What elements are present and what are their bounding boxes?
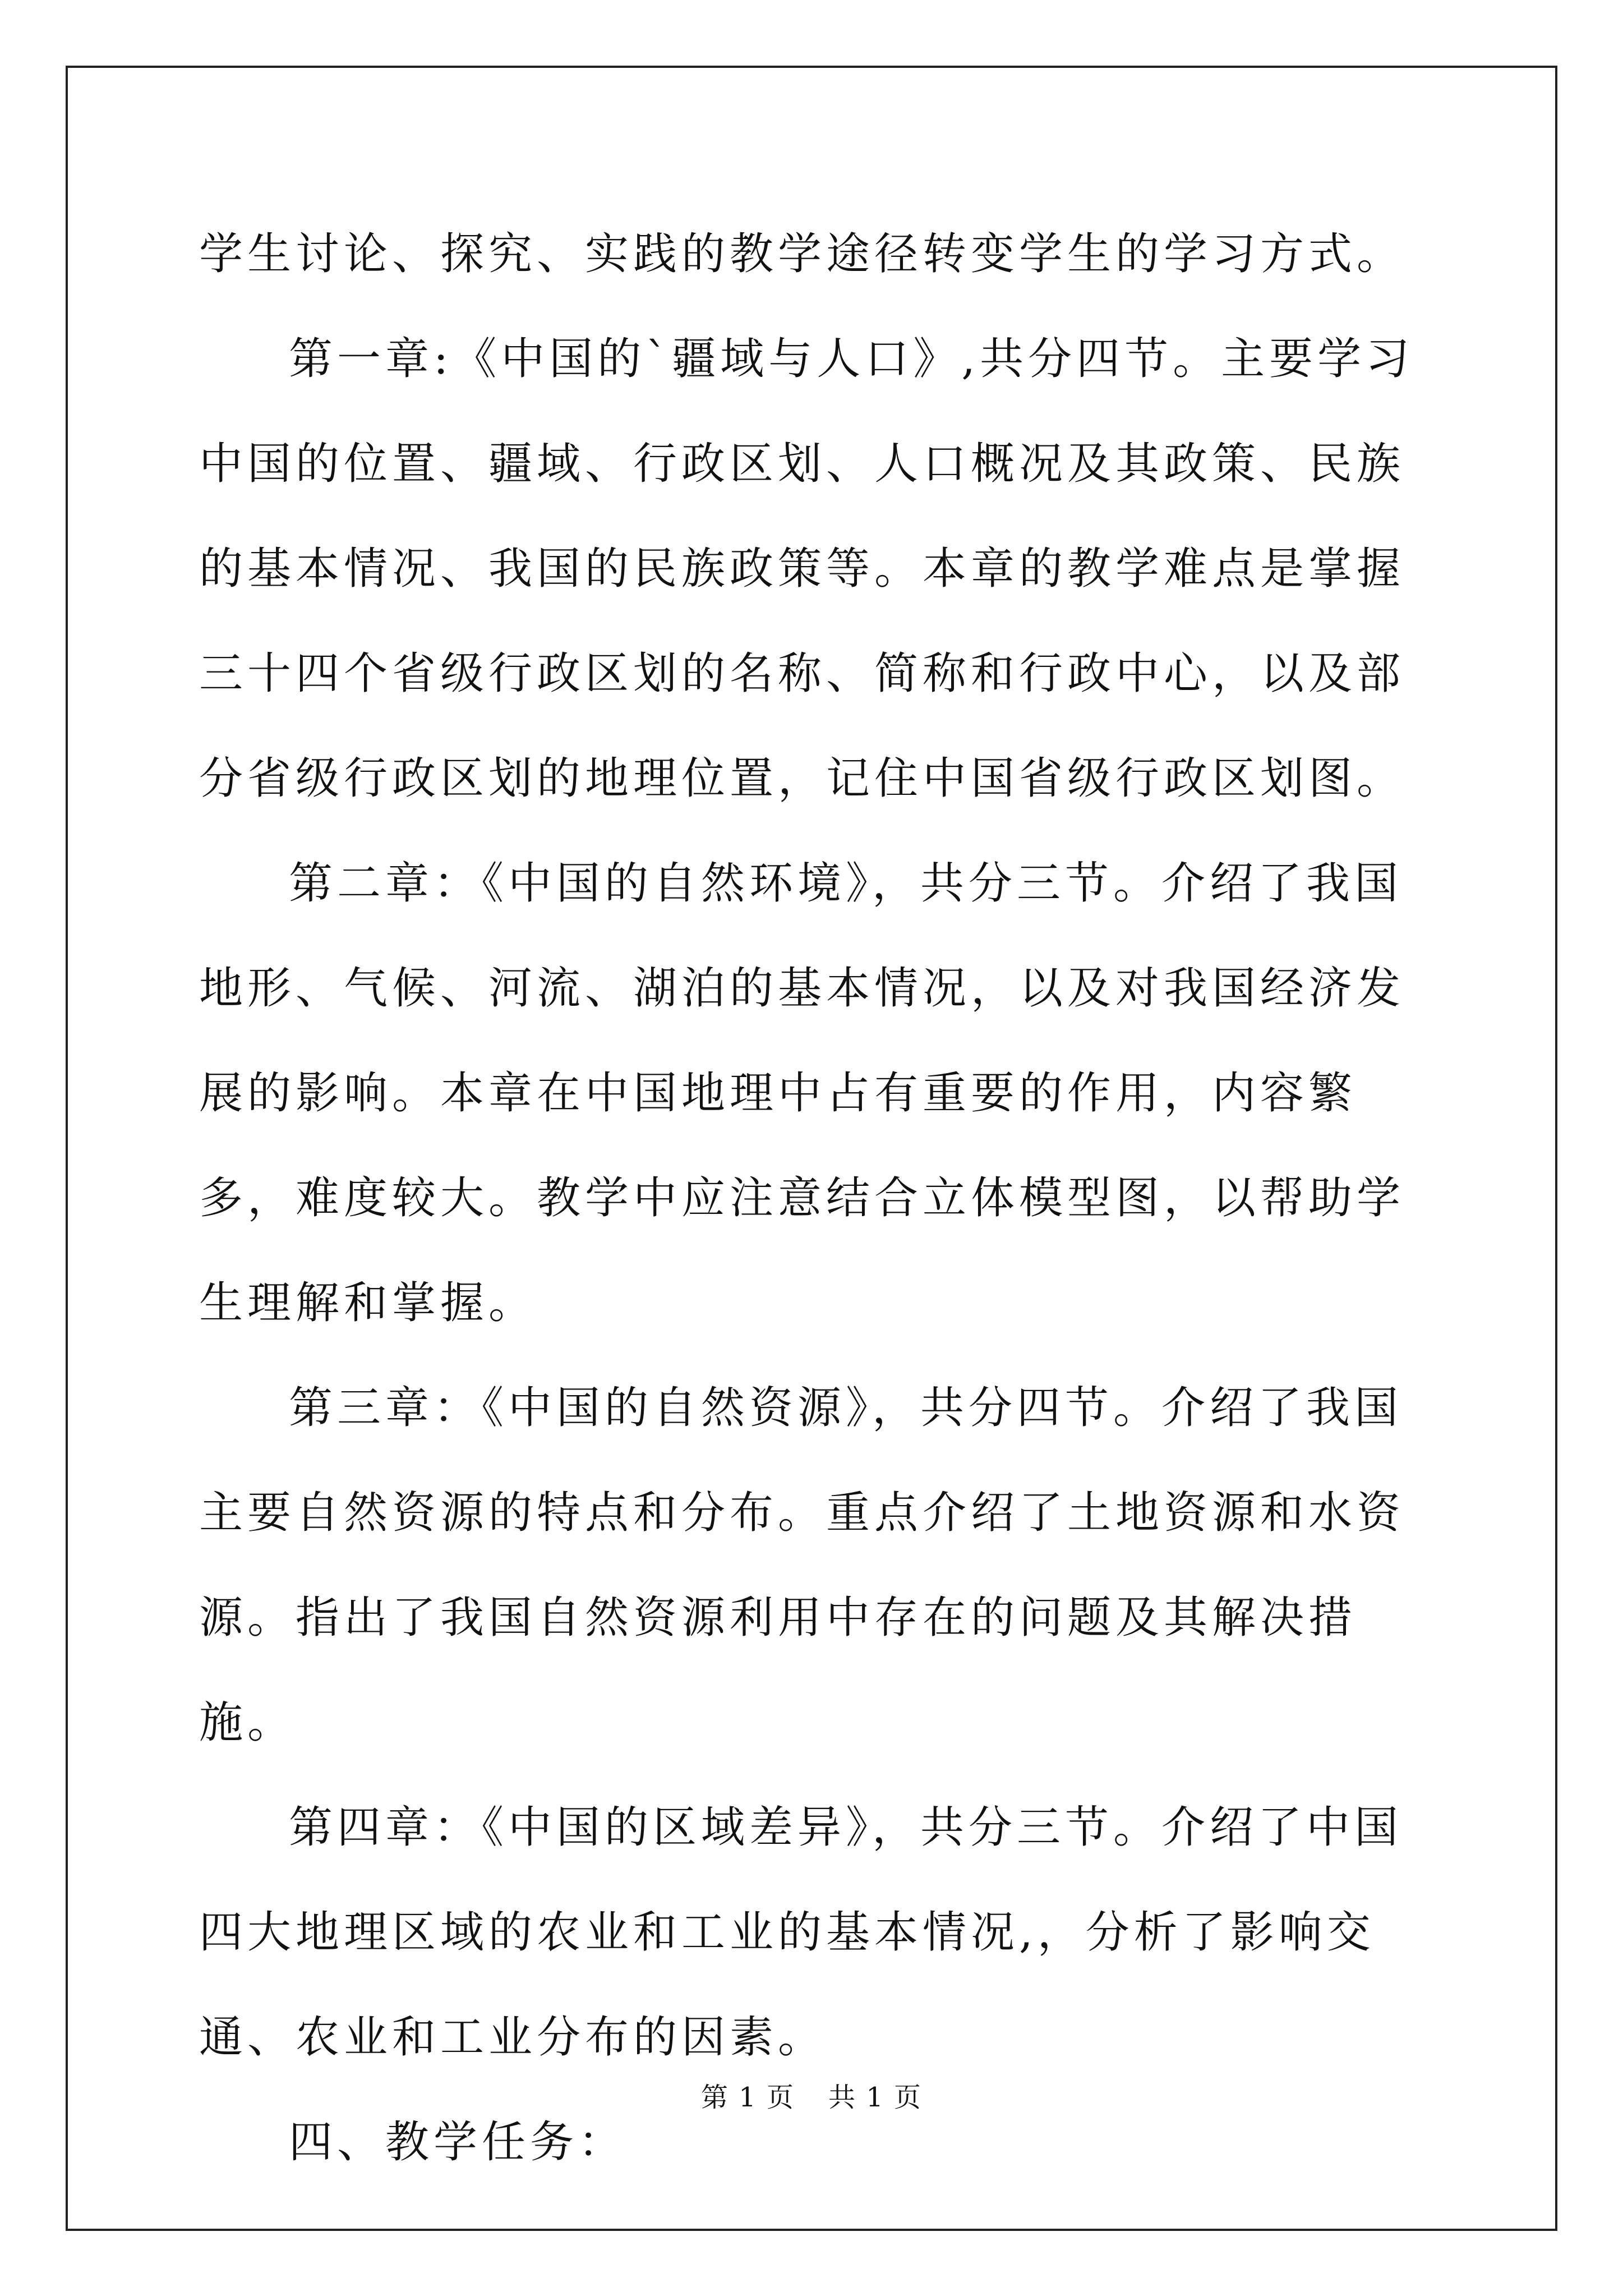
page-total: 共 1 页: [828, 2082, 923, 2113]
section-heading-teaching-tasks: 四、教学任务：: [289, 2117, 627, 2168]
paragraph-chapter-3: 第三章：《中国的自然资源》，共分四节。介绍了我国主要自然资源的特点和分布。重点介绍了土地资源和水资源。指出了我国自然资源利用中存在的问题及其解决措施。: [199, 1383, 1405, 1748]
document-body: [199, 202, 1433, 2195]
page-number: 第 1 页: [700, 2082, 795, 2113]
paragraph-chapter-1: 第一章:《中国的`疆域与人口》,共分四节。主要学习中国的位置、疆域、行政区划、人口概况及其政策、民族的基本情况、我国的民族政策等。本章的教学难点是掌握三十四个省级行政区划的名称、简称和行政中心，以及部分省级行政区划的地理位置，记住中国省级行政区划图。: [199, 334, 1414, 804]
paragraph-chapter-2: 第二章：《中国的自然环境》，共分三节。介绍了我国地形、气候、河流、湖泊的基本情况，以及对我国经济发展的影响。本章在中国地理中占有重要的作用，内容繁多，难度较大。教学中应注意结合立体模型图，以帮助学生理解和掌握。: [199, 858, 1405, 1328]
paragraph-chapter-4: 第四章：《中国的区域差异》，共分三节。介绍了中国四大地理区域的农业和工业的基本情况,，分析了影响交通、农业和工业分布的因素。: [199, 1802, 1403, 2063]
page-footer: [0, 2076, 1623, 2114]
paragraph-1: 学生讨论、探究、实践的教学途径转变学生的学习方式。: [199, 229, 1405, 279]
